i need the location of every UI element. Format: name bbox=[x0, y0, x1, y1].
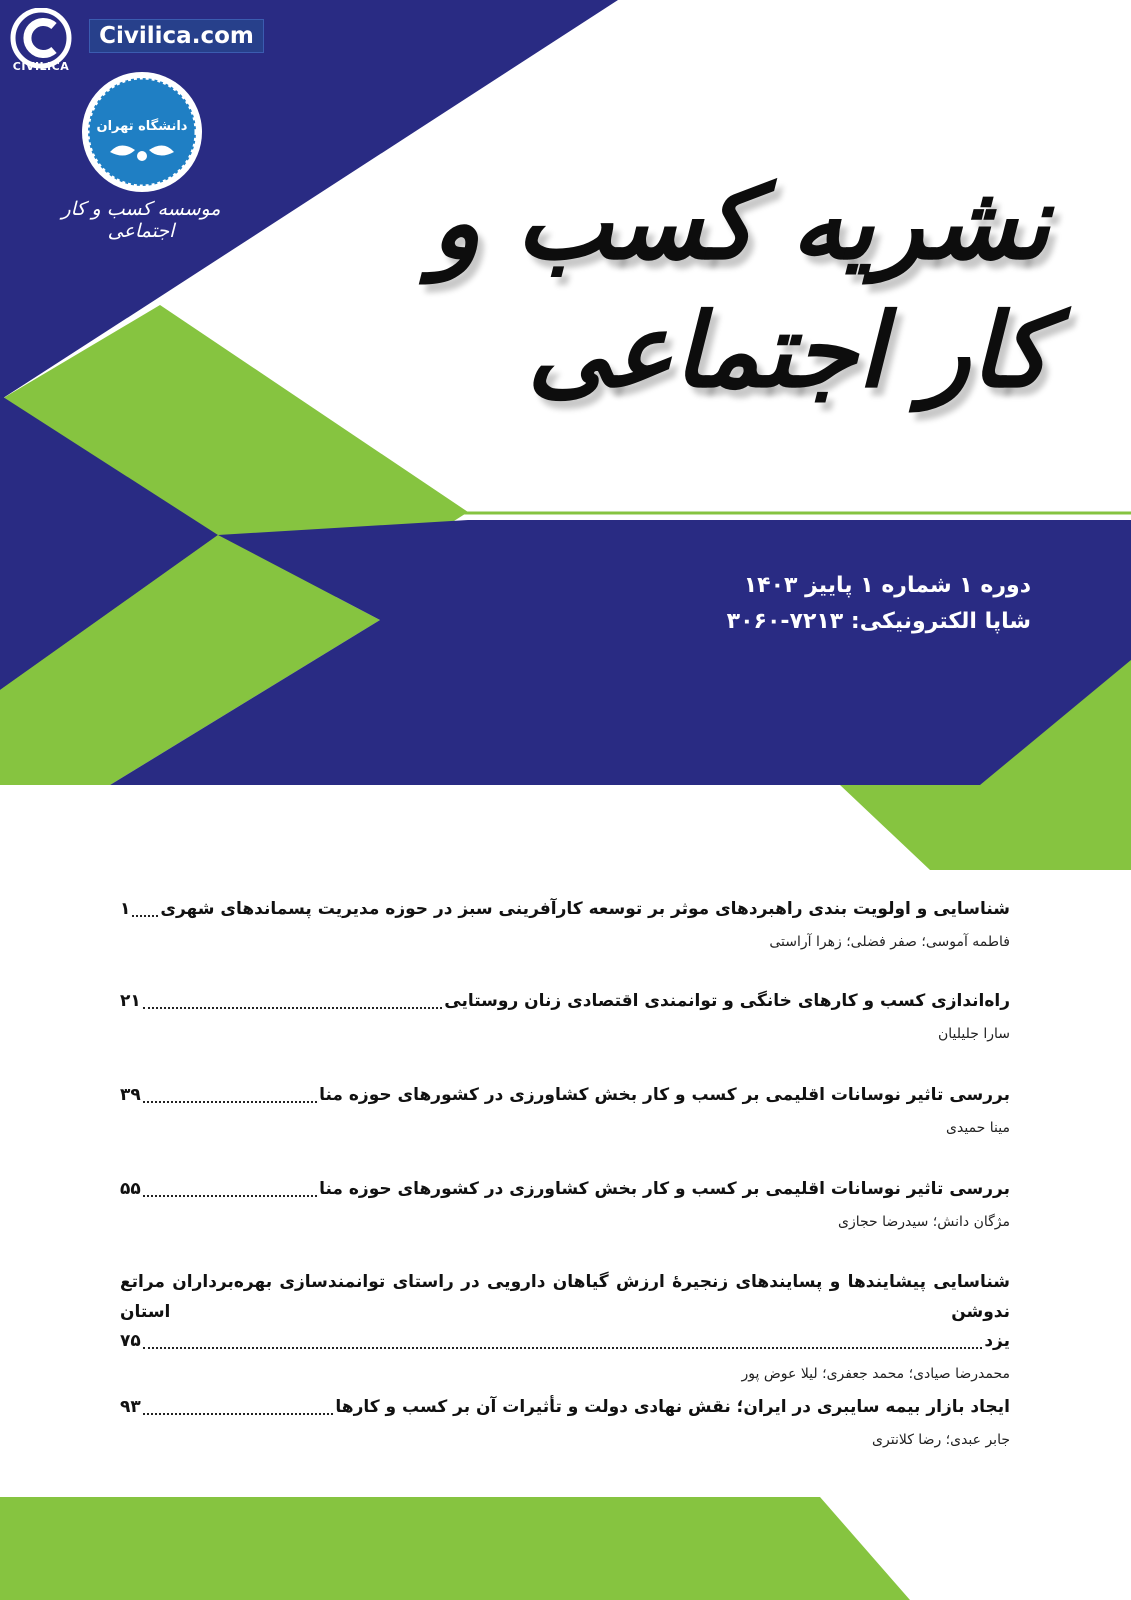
toc-entry-authors: محمدرضا صیادی؛ محمد جعفری؛ لیلا عوض پور bbox=[741, 1366, 1010, 1382]
toc-entry-page: ۱ bbox=[120, 899, 131, 919]
toc-entry[interactable] bbox=[120, 1393, 1010, 1453]
issue-info bbox=[511, 568, 1031, 640]
toc-entry-page: ۵۵ bbox=[120, 1179, 141, 1199]
toc-entry-title: ایجاد بازار بیمه سایبری در ایران؛ نقش نهادی دولت و تأثیرات آن بر کسب و کارها bbox=[335, 1397, 1010, 1417]
toc-entry[interactable] bbox=[120, 1175, 1010, 1235]
toc-entry-title: شناسایی پیشایندها و پسایندهای زنجیرهٔ ارزش گیاهان دارویی در راستای توانمندسازی بهره‌برداران مراتع ندوشن استان bbox=[120, 1272, 1010, 1322]
issue-line: دوره ۱ شماره ۱ پاییز ۱۴۰۳ bbox=[743, 573, 1031, 598]
toc-entry-page: ۳۹ bbox=[120, 1085, 141, 1105]
issn-line: شاپا الکترونیکی: ۷۲۱۳-۳۰۶۰ bbox=[726, 609, 1031, 634]
toc-entry[interactable] bbox=[120, 1267, 1010, 1387]
civilica-wordmark: CIVILICA bbox=[12, 60, 70, 73]
leader-dots bbox=[143, 1412, 334, 1415]
toc-entry-title: بررسی تاثیر نوسانات اقلیمی بر کسب و کار بخش کشاورزی در کشورهای حوزه منا bbox=[319, 1179, 1010, 1199]
leader-dots bbox=[143, 1100, 317, 1103]
leader-dots bbox=[143, 1346, 983, 1349]
toc-entry-title-cont: یزد bbox=[984, 1331, 1010, 1351]
green-bottom-strip bbox=[0, 1497, 910, 1600]
toc-entry-authors: فاطمه آموسی؛ صفر فضلی؛ زهرا آراستی bbox=[769, 934, 1010, 950]
toc-entry-authors: مژگان دانش؛ سیدرضا حجازی bbox=[838, 1214, 1010, 1230]
toc-entry-authors: مینا حمیدی bbox=[946, 1120, 1010, 1136]
institute-name: موسسه کسب و کار اجتماعی bbox=[61, 198, 221, 242]
leader-dots bbox=[132, 914, 158, 917]
toc-entry[interactable] bbox=[120, 1081, 1010, 1141]
toc-entry-page: ۲۱ bbox=[120, 991, 141, 1011]
toc-entry-title: شناسایی و اولویت بندی راهبردهای موثر بر توسعه کارآفرینی سبز در حوزه مدیریت پسماندهای شهری bbox=[160, 899, 1010, 919]
toc-entry-page: ۹۳ bbox=[120, 1397, 141, 1417]
civilica-site-link[interactable]: Civilica.com bbox=[89, 19, 264, 53]
toc-entry-authors: جابر عبدی؛ رضا کلانتری bbox=[872, 1432, 1010, 1448]
leader-dots bbox=[143, 1194, 317, 1197]
seal-text: دانشگاه تهران bbox=[96, 119, 188, 134]
toc-entry[interactable] bbox=[120, 987, 1010, 1047]
toc-entry-page: ۷۵ bbox=[120, 1331, 141, 1351]
leader-dots bbox=[143, 1006, 443, 1009]
journal-title: نشریه کسب و کار اجتماعی bbox=[431, 163, 1050, 411]
university-seal-icon bbox=[80, 70, 204, 194]
toc-entry[interactable] bbox=[120, 895, 1010, 955]
toc-entry-authors: سارا جلیلیان bbox=[937, 1026, 1010, 1042]
toc-entry-title: بررسی تاثیر نوسانات اقلیمی بر کسب و کار بخش کشاورزی در کشورهای حوزه منا bbox=[319, 1085, 1010, 1105]
toc-entry-title: راه‌اندازی کسب و کارهای خانگی و توانمندی اقتصادی زنان روستایی bbox=[444, 991, 1010, 1011]
